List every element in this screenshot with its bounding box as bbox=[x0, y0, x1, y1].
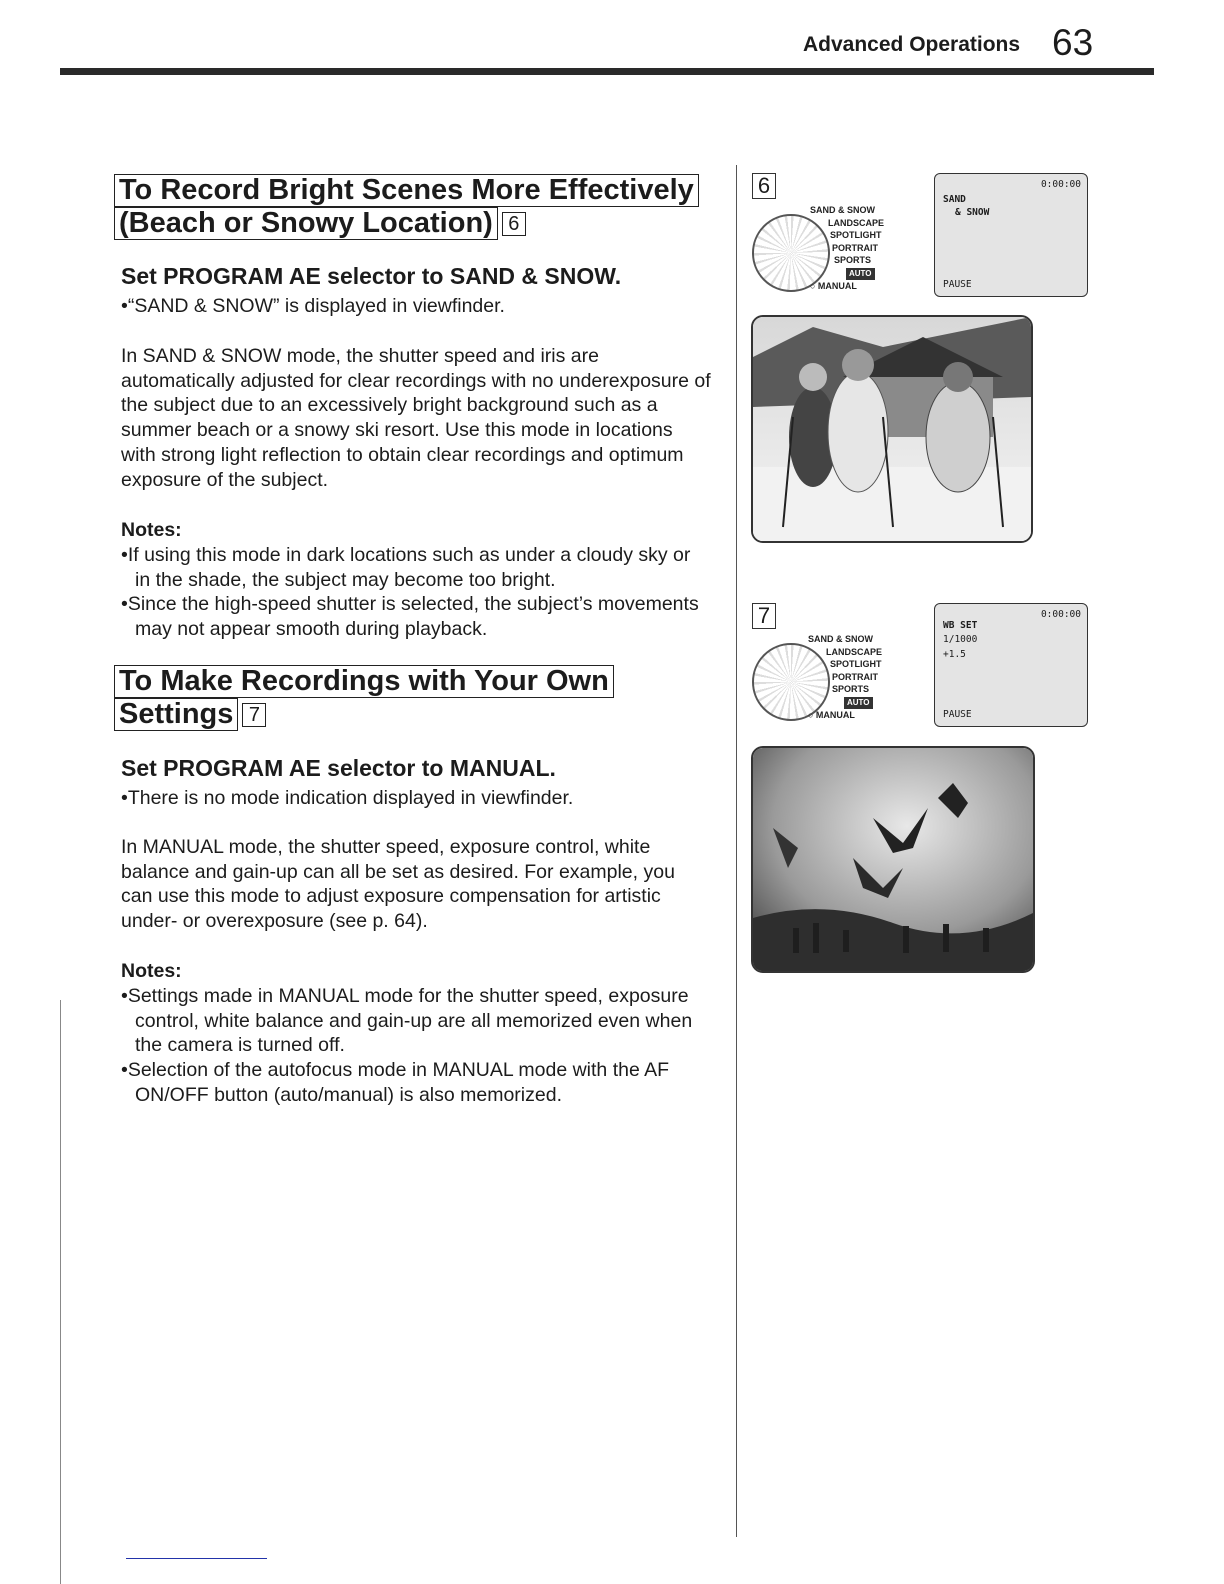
section2-subheading: Set PROGRAM AE selector to MANUAL. bbox=[121, 755, 556, 781]
section2-fig-ref: 7 bbox=[242, 703, 266, 727]
vf-line: +1.5 bbox=[943, 649, 966, 660]
section1-notes bbox=[121, 543, 701, 642]
dial-label: LANDSCAPE bbox=[828, 217, 885, 228]
dial-label: SPOTLIGHT bbox=[830, 230, 882, 240]
section2-heading bbox=[114, 665, 614, 731]
section1-bullet: •“SAND & SNOW” is displayed in viewfinder. bbox=[121, 295, 505, 317]
dial-label-manual: ○ MANUAL bbox=[808, 710, 855, 720]
section1-body: In SAND & SNOW mode, the shutter speed and iris are automatically adjusted for clear recordings with no underexposure of the subject due to an excessively bright background such as a summer beach or a snowy ski resort. Use this mode in locations with strong light reflection to obtain clear recordings and optimum exposure of the subject. bbox=[121, 345, 711, 491]
section1-heading bbox=[114, 174, 699, 240]
vf-pause: PAUSE bbox=[943, 279, 972, 290]
dial-label: SPORTS bbox=[832, 684, 870, 694]
section1-subheading: Set PROGRAM AE selector to SAND & SNOW. bbox=[121, 263, 622, 289]
vf-time: 0:00:00 bbox=[1040, 609, 1081, 620]
vf-line: & SNOW bbox=[955, 207, 990, 218]
figure7-photo-cranes bbox=[751, 746, 1035, 973]
section1-note-2: •Since the high-speed shutter is selected, the subject’s movements may not appear smooth during playback. bbox=[121, 593, 699, 641]
dial-label: SPOTLIGHT bbox=[830, 659, 882, 669]
auto-badge: AUTO bbox=[844, 697, 873, 710]
page-edge-line bbox=[60, 1000, 61, 1584]
figure6-photo-skiers bbox=[751, 315, 1033, 543]
section1-notes-heading: Notes: bbox=[121, 519, 182, 541]
section2-bullet: •There is no mode indication displayed in viewfinder. bbox=[121, 787, 574, 809]
section1-note-1: •If using this mode in dark locations such as under a cloudy sky or in the shade, the subject may become too bright. bbox=[121, 544, 691, 591]
dial-label-manual: ○ MANUAL bbox=[810, 281, 857, 291]
column-divider bbox=[736, 165, 737, 1537]
vf-line: 1/1000 bbox=[943, 634, 978, 645]
dial-label: LANDSCAPE bbox=[826, 646, 883, 657]
figure6-number: 6 bbox=[752, 173, 776, 199]
dial-label: SAND & SNOW bbox=[808, 634, 873, 644]
auto-badge: AUTO bbox=[846, 268, 875, 281]
figure7-viewfinder bbox=[934, 603, 1088, 727]
section1-fig-ref: 6 bbox=[502, 212, 526, 236]
figure6-dial-labels bbox=[810, 204, 884, 293]
section2-note-1: •Settings made in MANUAL mode for the shutter speed, exposure control, white balance and gain-up are all memorized even when the camera is turned off. bbox=[121, 985, 693, 1057]
page-number: 63 bbox=[1052, 22, 1094, 63]
dial-label: SPORTS bbox=[834, 255, 872, 265]
section1-title-line1: To Record Bright Scenes More Effectively bbox=[114, 174, 699, 207]
running-header: Advanced Operations bbox=[803, 33, 1021, 56]
vf-pause: PAUSE bbox=[943, 709, 972, 720]
dial-label: PORTRAIT bbox=[832, 671, 878, 682]
footer-rule bbox=[126, 1558, 267, 1559]
figure6-viewfinder bbox=[934, 173, 1088, 297]
section2-title-line2: Settings bbox=[114, 698, 238, 731]
dial-label: SAND & SNOW bbox=[810, 205, 875, 215]
section2-body: In MANUAL mode, the shutter speed, exposure control, white balance and gain-up can all be set as desired. For example, you can use this mode to adjust exposure compensation for artistic under- or overexposure (see p. 64). bbox=[121, 836, 675, 933]
dial-label: PORTRAIT bbox=[832, 242, 878, 253]
vf-line: SAND bbox=[943, 194, 966, 205]
figure7-dial-labels bbox=[808, 633, 882, 722]
vf-time: 0:00:00 bbox=[1040, 179, 1081, 190]
section1-title-line2: (Beach or Snowy Location) bbox=[114, 207, 498, 240]
vf-line: WB SET bbox=[943, 620, 978, 631]
header-rule bbox=[60, 68, 1154, 75]
figure7-number: 7 bbox=[752, 603, 776, 629]
section2-notes bbox=[121, 984, 701, 1108]
section2-note-2: •Selection of the autofocus mode in MANUAL mode with the AF ON/OFF button (auto/manual) is also memorized. bbox=[121, 1059, 670, 1106]
section2-title-line1: To Make Recordings with Your Own bbox=[114, 665, 614, 698]
section2-notes-heading: Notes: bbox=[121, 960, 182, 982]
